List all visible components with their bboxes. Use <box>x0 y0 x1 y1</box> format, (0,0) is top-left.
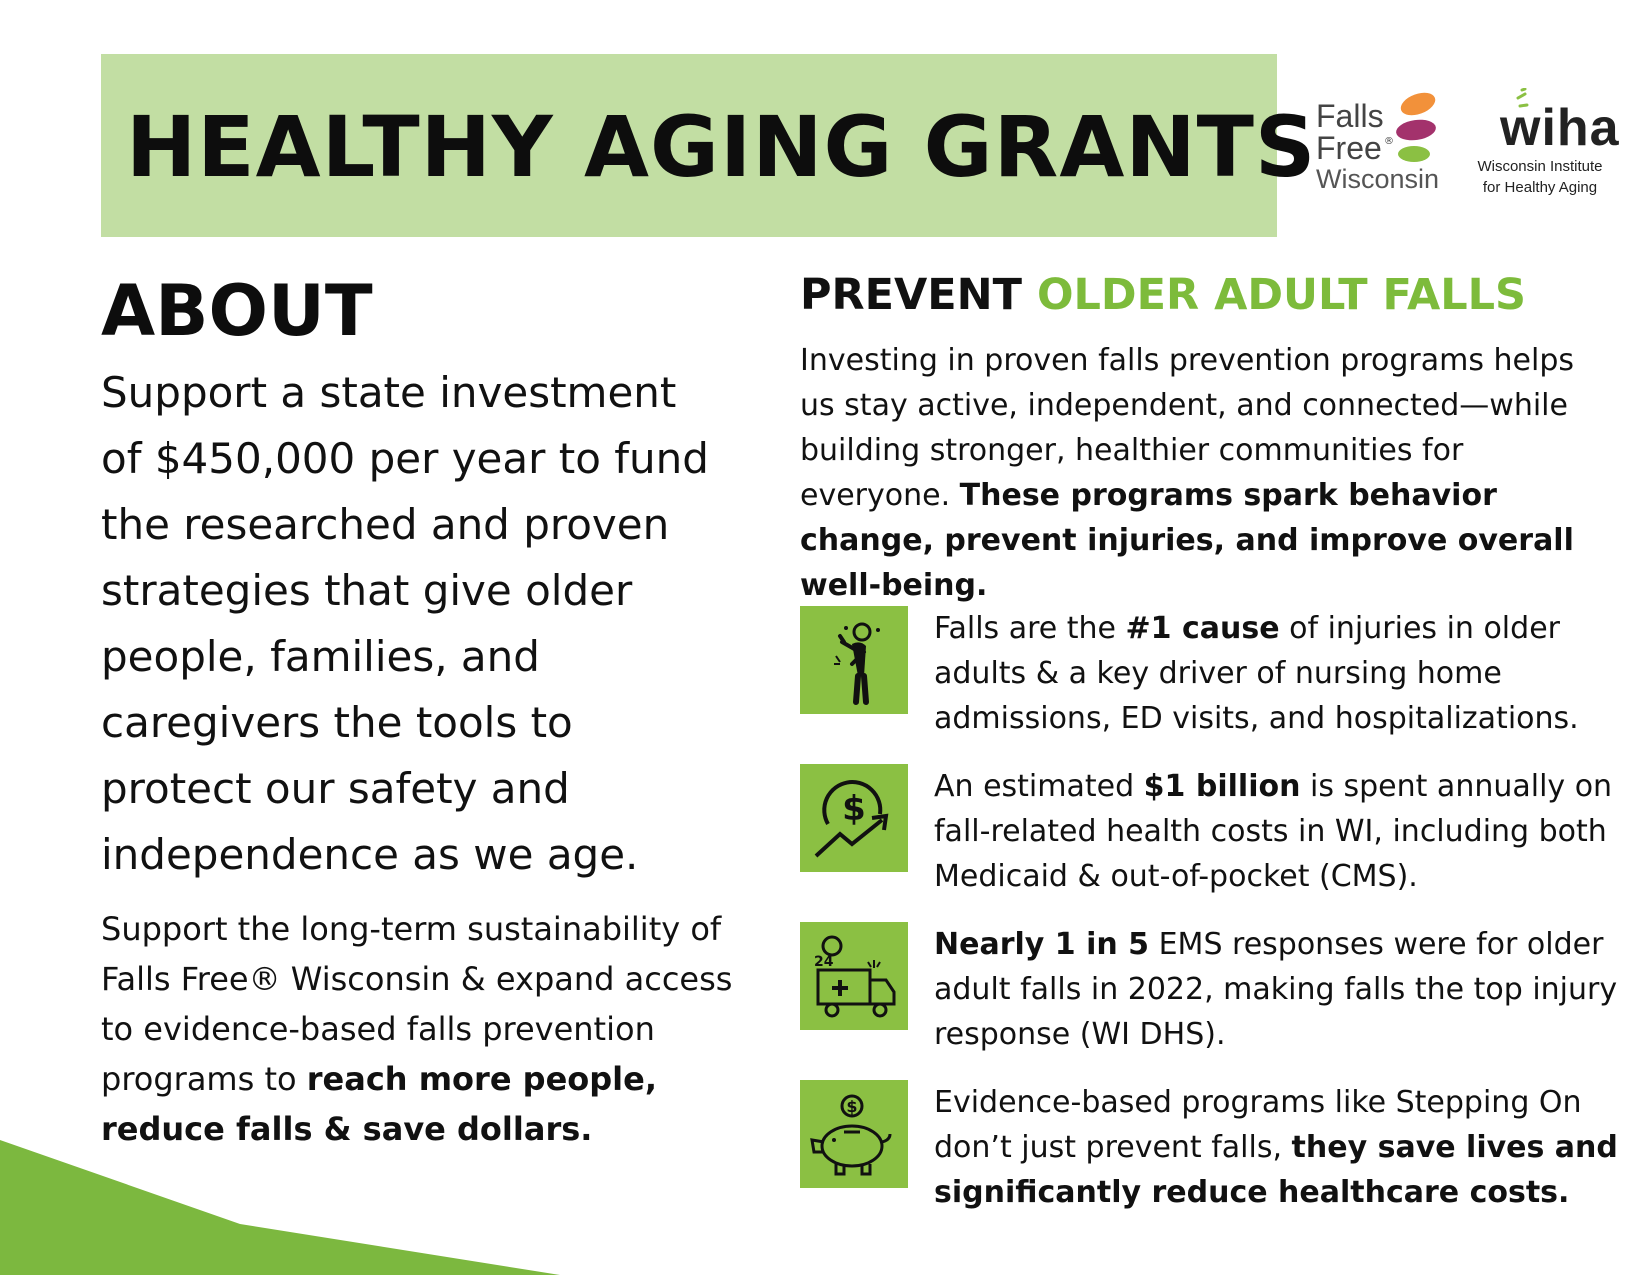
prevent-intro-plain: Investing in proven falls prevention programs helps us stay active, independent, and connected—while building stronger, healthier communities for everyone. <box>800 343 1574 513</box>
title-banner <box>101 54 1317 237</box>
about-sub-bold: reach more people, reduce falls & save dollars. <box>101 1060 657 1148</box>
stat-2-pre: An estimated <box>934 769 1144 804</box>
stat-1-pre: Falls are the <box>934 611 1126 646</box>
injured-person-icon <box>800 606 908 714</box>
piggy-bank-icon <box>800 1080 908 1188</box>
prevent-heading-black: PREVENT <box>800 270 1022 320</box>
page-title: HEALTHY AGING GRANTS <box>126 98 1317 196</box>
prevent-heading <box>800 270 1526 320</box>
svg-text:$: $ <box>846 1097 858 1116</box>
stat-text-1 <box>934 606 1624 741</box>
stat-3-post: EMS responses were for older adult falls in 2022, making falls the top injury response (WI DHS). <box>934 927 1618 1052</box>
stat-1-bold: #1 cause <box>1125 611 1280 646</box>
ambulance-icon <box>800 922 908 1030</box>
about-heading: ABOUT <box>101 270 373 352</box>
stat-4-bold: they save lives and significantly reduce healthcare costs. <box>934 1130 1618 1210</box>
stat-text-3 <box>934 922 1624 1057</box>
svg-text:$: $ <box>842 789 866 829</box>
about-sub-text <box>101 904 741 1154</box>
logo-text-falls: Falls <box>1316 98 1384 134</box>
prevent-intro <box>800 338 1610 608</box>
logo-registered-mark: ® <box>1384 136 1394 147</box>
wiha-subtitle-1: Wisconsin Institute <box>1477 158 1603 175</box>
logo-maroon-ellipse <box>1395 117 1437 142</box>
prevent-heading-green: OLDER ADULT FALLS <box>1036 270 1527 320</box>
stat-1-post: of injuries in older adults & a key driver of nursing home admissions, ED visits, and hospitalizations. <box>934 611 1579 736</box>
logo-orange-ellipse <box>1398 88 1439 119</box>
wiha-logo <box>1460 88 1620 203</box>
logo-text-wisconsin: Wisconsin <box>1316 164 1440 194</box>
svg-text:24: 24 <box>814 954 834 970</box>
prevent-intro-bold: These programs spark behavior change, prevent injuries, and improve overall well-being. <box>800 478 1574 603</box>
dollar-trend-icon <box>800 764 908 872</box>
about-sub-plain: Support the long-term sustainability of Falls Free® Wisconsin & expand access to evidence-based falls prevention programs to <box>101 910 733 1098</box>
stat-icon-box-2 <box>800 764 908 872</box>
stat-icon-box-3 <box>800 922 908 1030</box>
wiha-wordmark: wiha <box>1500 99 1620 157</box>
logo-green-ellipse <box>1398 146 1430 162</box>
about-main-text: Support a state investment of $450,000 per year to fund the researched and proven strategies that give older people, families, and caregivers the tools to protect our safety and independence as we age. <box>101 368 709 879</box>
stat-2-post: is spent annually on fall-related health costs in WI, including both Medicaid & out-of-pocket (CMS). <box>934 769 1613 894</box>
stat-text-4 <box>934 1080 1624 1215</box>
falls-free-wisconsin-logo <box>1316 92 1446 202</box>
stat-2-bold: $1 billion <box>1143 769 1301 804</box>
stat-text-2 <box>934 764 1624 899</box>
stat-4-pre: Evidence-based programs like Stepping On don’t just prevent falls, <box>934 1085 1582 1165</box>
logo-text-free: Free <box>1316 130 1382 166</box>
stat-icon-box-4 <box>800 1080 908 1188</box>
stat-3-bold: Nearly 1 in 5 <box>934 927 1150 962</box>
wiha-subtitle-2: for Healthy Aging <box>1482 179 1598 196</box>
stat-icon-box-1 <box>800 606 908 714</box>
